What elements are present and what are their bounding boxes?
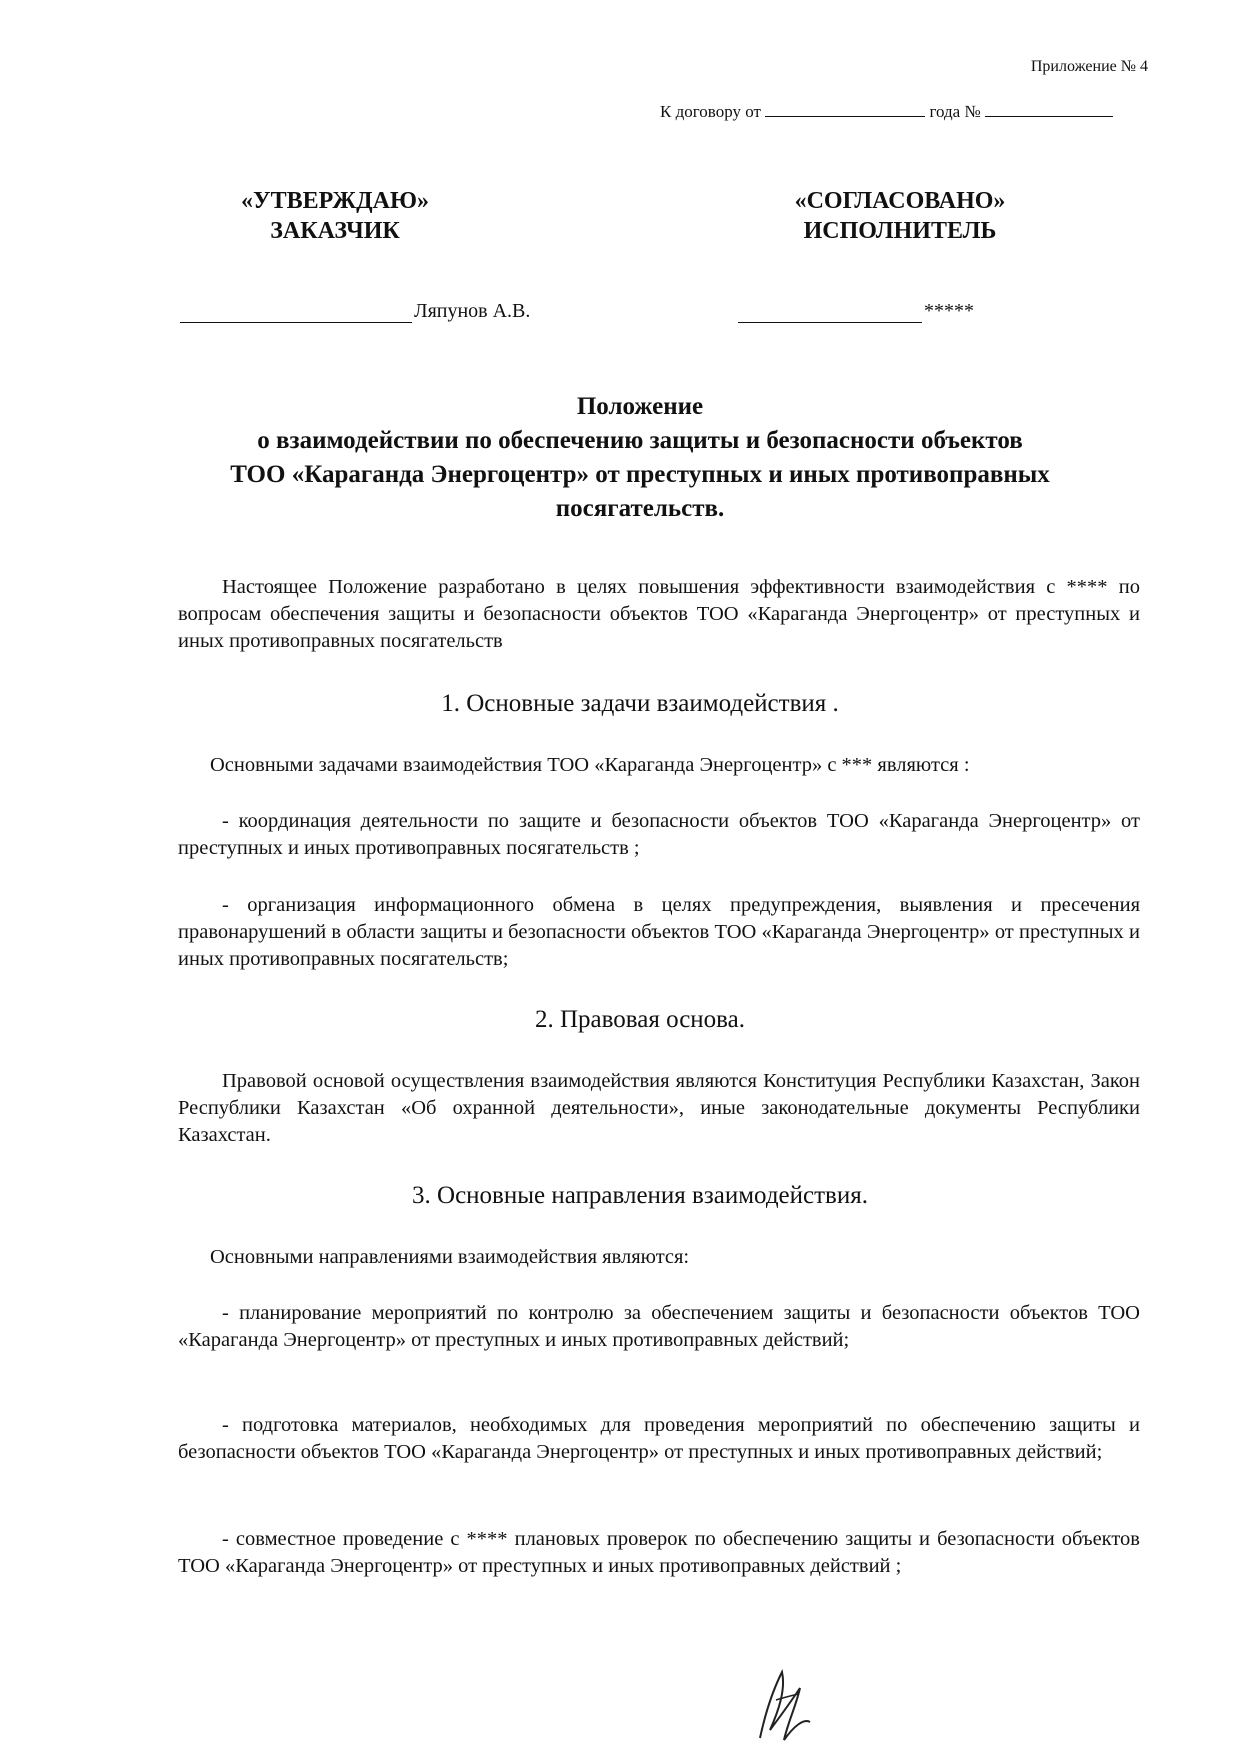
contract-reference (660, 100, 1113, 122)
signature-customer (180, 300, 530, 323)
section-2-text: Правовой основой осуществления взаимодействия являются Конституция Республики Казахстан, Закон Республики Казахстан «Об охранной деятельности», иные законодательные документы Республики Казахстан. (178, 1070, 1140, 1146)
section-1-lead: Основными задачами взаимодействия ТОО «Караганда Энергоцентр» с *** являются : (210, 754, 970, 776)
title-line: посягательств. (555, 495, 725, 522)
signature-scribble-icon (748, 1660, 818, 1750)
section-1-heading: 1. Основные задачи взаимодействия . (441, 690, 839, 717)
section-1-item-2: - организация информационного обмена в целях предупреждения, выявления и пресечения правонарушений в области защиты и безопасности объектов ТОО «Караганда Энергоцентр» от преступных и иных противоправных посягательств; (178, 894, 1140, 970)
signature-line (180, 302, 412, 323)
title-line: о взаимодействии по обеспечению защиты и безопасности объектов (257, 427, 1023, 454)
title-line: ТОО «Караганда Энергоцентр» от преступных и иных противоправных (230, 461, 1050, 488)
title-line: Положение (576, 393, 704, 420)
approval-title: «УТВЕРЖДАЮ» (240, 188, 430, 214)
contract-date-blank (765, 100, 925, 117)
contract-number-label: года № (929, 102, 981, 121)
section-3-lead: Основными направлениями взаимодействия являются: (210, 1246, 690, 1268)
section-1-item-1: - координация деятельности по защите и безопасности объектов ТОО «Караганда Энергоцентр» от преступных и иных противоправных посягательств ; (178, 810, 1140, 859)
approval-role: ЗАКАЗЧИК (270, 218, 400, 244)
section-3-item-2: - подготовка материалов, необходимых для проведения мероприятий по обеспечению защиты и безопасности объектов ТОО «Караганда Энергоцентр» от преступных и иных противоправных действий; (178, 1414, 1140, 1463)
intro-paragraph: Настоящее Положение разработано в целях повышения эффективности взаимодействия с **** по вопросам обеспечения защиты и безопасности объектов ТОО «Караганда Энергоцентр» от преступных и иных противоправных посягательств (178, 576, 1140, 652)
approval-block-customer (205, 186, 465, 246)
section-3-item-1: - планирование мероприятий по контролю за обеспечением защиты и безопасности объектов ТОО «Караганда Энергоцентр» от преступных и иных противоправных действий; (178, 1302, 1140, 1351)
signature-line (738, 302, 922, 323)
signature-contractor (738, 300, 974, 323)
section-3-item-3: - совместное проведение с **** плановых проверок по обеспечению защиты и безопасности объектов ТОО «Караганда Энергоцентр» от преступных и иных противоправных действий ; (178, 1528, 1140, 1577)
section-3-heading: 3. Основные направления взаимодействия. (412, 1182, 868, 1209)
document-title (140, 390, 1140, 526)
agreement-title: «СОГЛАСОВАНО» (794, 188, 1006, 214)
contract-prefix: К договору от (660, 102, 761, 121)
signatory-name: ***** (924, 300, 974, 322)
signatory-name: Ляпунов А.В. (414, 300, 531, 322)
section-2-heading: 2. Правовая основа. (534, 1006, 746, 1033)
contract-number-blank (985, 100, 1113, 117)
agreement-role: ИСПОЛНИТЕЛЬ (803, 218, 997, 244)
appendix-number: Приложение № 4 (1030, 58, 1148, 75)
handwritten-initials (748, 1660, 818, 1755)
approval-block-contractor (760, 186, 1040, 246)
